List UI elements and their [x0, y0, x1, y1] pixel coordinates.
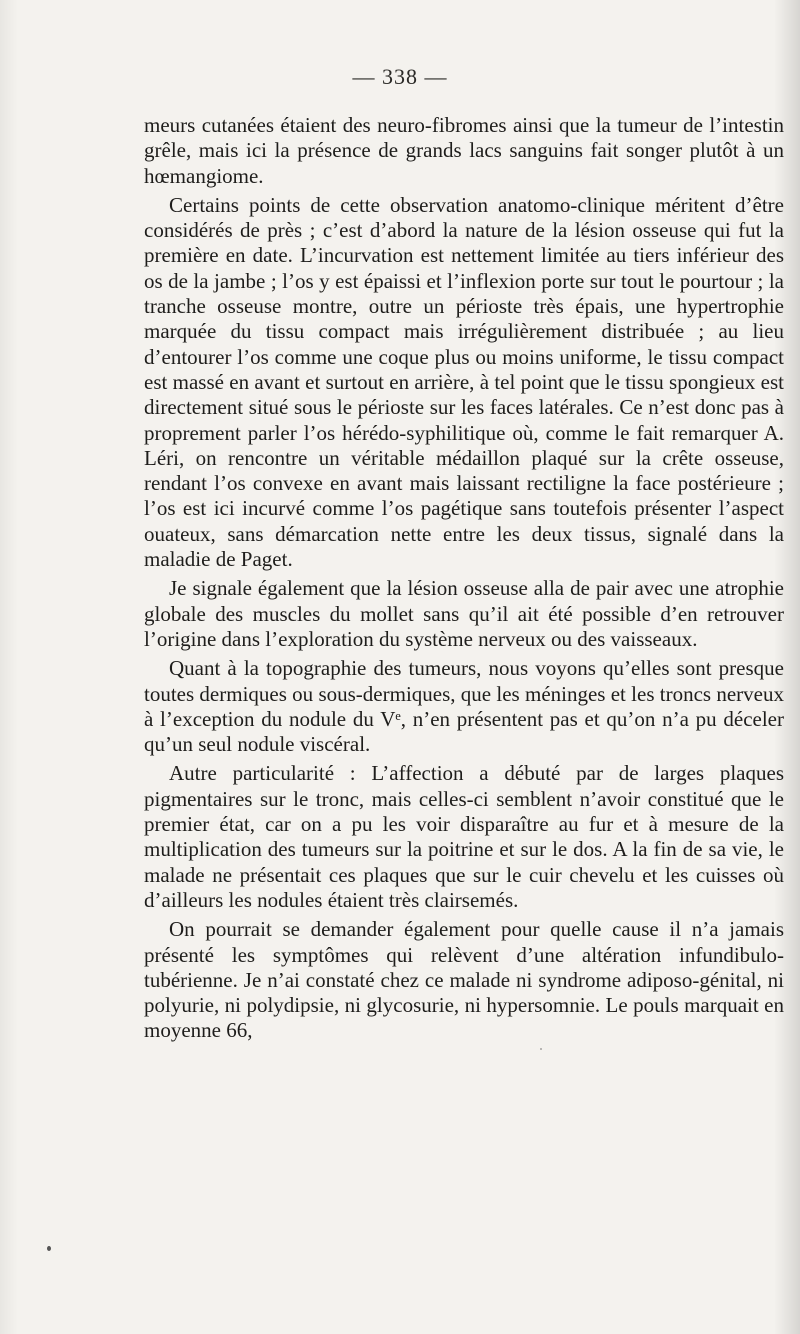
- paragraph-continued: meurs cutanées étaient des neuro-fibromes ainsi que la tumeur de l’intestin grêle, mais ici la présence de grands lacs sanguins fait songer plutôt à un hœmangiome.: [144, 113, 784, 188]
- paragraph-muscle-atrophy: Je signale également que la lésion osseuse alla de pair avec une atrophie globale des muscles du mollet sans qu’il ait été possible d’en retrouver l’origine dans l’exploration du système nerveux ou des vaisseaux.: [144, 576, 784, 651]
- page-number: — 338 —: [352, 64, 448, 89]
- paragraph-pigment-plaques: Autre particularité : L’affection a débuté par de larges plaques pigmentaires sur le tronc, mais celles-ci semblent n’avoir constitué que le premier état, car on a pu les voir disparaître au fur et à mesure de la multiplication des tumeurs sur la poitrine et sur le dos. A la fin de sa vie, le malade ne présentait ces plaques que sur le cuir chevelu et les cuisses où d’ailleurs les nodules étaient très clairsemés.: [144, 761, 784, 912]
- body-text: [144, 113, 784, 1044]
- paragraph-bone-lesion: Certains points de cette observation anatomo-clinique méritent d’être considérés de près ; c’est d’abord la nature de la lésion osseuse qui fut la première en date. L’incurvation est nettement limitée au tiers inférieur des os de la jambe ; l’os y est épaissi et l’inflexion porte sur tout le pourtour ; la tranche osseuse montre, outre un périoste très épais, une hypertrophie marquée du tissu compact mais irrégulièrement distribuée ; au lieu d’entourer l’os comme une coque plus ou moins uniforme, le tissu compact est massé en avant et surtout en arrière, à tel point que le tissu spongieux est directement situé sous le périoste sur les faces latérales. Ce n’est donc pas à proprement parler l’os hérédo-syphilitique où, comme le fait remarquer A. Léri, on rencontre un véritable médaillon plaqué sur la crête osseuse, rendant l’os convexe en avant mais laissant rectiligne la face postérieure ; l’os est ici incurvé comme l’os pagétique sans toutefois présenter l’aspect ouateux, sans démarcation nette entre les deux tissus, signalé dans la maladie de Paget.: [144, 192, 784, 572]
- paragraph-tumor-topography: Quant à la topographie des tumeurs, nous voyons qu’elles sont presque toutes dermiques ou sous-dermiques, que les méninges et les troncs nerveux à l’exception du nodule du Vᵉ, n’en présentent pas et qu’on n’a pu déceler qu’un seul nodule viscéral.: [144, 656, 784, 757]
- print-speck: [47, 1246, 51, 1251]
- print-speck: [540, 1048, 542, 1050]
- paragraph-infundibulo-tuberian: On pourrait se demander également pour quelle cause il n’a jamais présenté les symptômes qui relèvent d’une altération infundibulo-tubérienne. Je n’ai constaté chez ce malade ni syndrome adiposo-génital, ni polyurie, ni polydipsie, ni glycosurie, ni hypersomnie. Le pouls marquait en moyenne 66,: [144, 917, 784, 1043]
